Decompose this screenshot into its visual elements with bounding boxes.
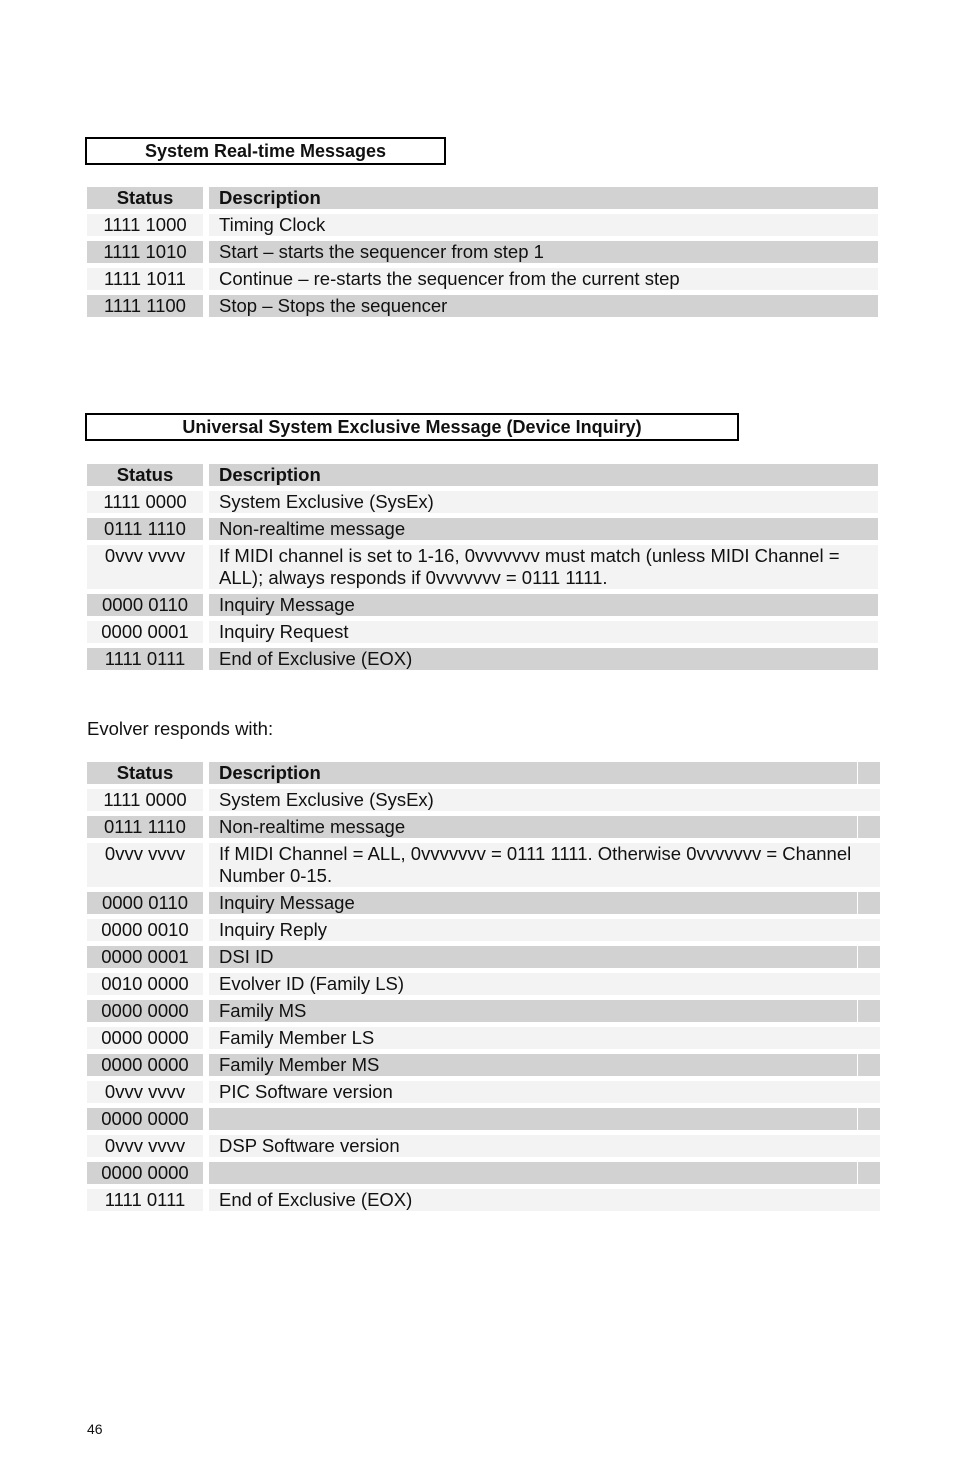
description-cell: Stop – Stops the sequencer <box>209 295 878 317</box>
table-header-row <box>87 464 878 486</box>
status-cell: 1111 0000 <box>87 491 203 513</box>
description-cell: System Exclusive (SysEx) <box>209 789 880 811</box>
status-cell: 1111 0000 <box>87 789 203 811</box>
status-cell: 1111 0111 <box>87 648 203 670</box>
table-row <box>87 789 880 811</box>
description-cell: PIC Software version <box>209 1081 880 1103</box>
description-cell: End of Exclusive (EOX) <box>209 1189 880 1211</box>
status-cell: 0000 0000 <box>87 1054 203 1076</box>
description-cell <box>209 1162 880 1184</box>
description-cell: Non-realtime message <box>209 816 880 838</box>
status-cell: 0000 0000 <box>87 1162 203 1184</box>
status-cell: 0010 0000 <box>87 973 203 995</box>
table-row <box>87 1108 880 1130</box>
table-row <box>87 1000 880 1022</box>
table-row <box>87 295 878 317</box>
description-cell: Evolver ID (Family LS) <box>209 973 880 995</box>
table-header-row <box>87 187 878 209</box>
table-header-row <box>87 762 880 784</box>
description-cell: If MIDI Channel = ALL, 0vvvvvvv = 0111 1111. Otherwise 0vvvvvvv = Channel Number 0-15. <box>209 843 880 887</box>
table-row <box>87 892 880 914</box>
table-row <box>87 973 880 995</box>
table-row <box>87 241 878 263</box>
status-cell: 0000 0010 <box>87 919 203 941</box>
description-cell: DSP Software version <box>209 1135 880 1157</box>
inquiry-response-table <box>87 762 880 1216</box>
table-row <box>87 843 880 887</box>
description-cell: Timing Clock <box>209 214 878 236</box>
status-cell: 0111 1110 <box>87 518 203 540</box>
status-cell: 0000 0000 <box>87 1027 203 1049</box>
status-cell: 0000 0001 <box>87 621 203 643</box>
description-cell: DSI ID <box>209 946 880 968</box>
column-header-description: Description <box>209 464 878 486</box>
status-cell: 0vvv vvvv <box>87 1135 203 1157</box>
description-cell: Family MS <box>209 1000 880 1022</box>
status-cell: 0000 0000 <box>87 1108 203 1130</box>
table-row <box>87 214 878 236</box>
description-cell: Continue – re-starts the sequencer from the current step <box>209 268 878 290</box>
description-cell: Non-realtime message <box>209 518 878 540</box>
description-cell: Family Member LS <box>209 1027 880 1049</box>
status-cell: 0111 1110 <box>87 816 203 838</box>
column-header-status: Status <box>87 464 203 486</box>
status-cell: 1111 1000 <box>87 214 203 236</box>
description-cell: Inquiry Message <box>209 594 878 616</box>
table-row <box>87 491 878 513</box>
device-inquiry-table <box>87 464 878 675</box>
column-header-description: Description <box>209 762 880 784</box>
realtime-messages-table <box>87 187 878 322</box>
status-cell: 1111 0111 <box>87 1189 203 1211</box>
status-cell: 1111 1011 <box>87 268 203 290</box>
status-cell: 0vvv vvvv <box>87 1081 203 1103</box>
table-row <box>87 919 880 941</box>
description-cell: If MIDI channel is set to 1-16, 0vvvvvvv must match (unless MIDI Channel = ALL); always responds if 0vvvvvvv = 0111 1111. <box>209 545 878 589</box>
description-cell: Inquiry Request <box>209 621 878 643</box>
status-cell: 0vvv vvvv <box>87 545 203 589</box>
description-cell: End of Exclusive (EOX) <box>209 648 878 670</box>
table-row <box>87 648 878 670</box>
status-cell: 0000 0110 <box>87 892 203 914</box>
responds-with-text: Evolver responds with: <box>87 718 274 739</box>
status-cell: 1111 1100 <box>87 295 203 317</box>
table-row <box>87 545 878 589</box>
table-row <box>87 1054 880 1076</box>
table-row <box>87 268 878 290</box>
status-cell: 1111 1010 <box>87 241 203 263</box>
table-row <box>87 1135 880 1157</box>
description-cell: Inquiry Reply <box>209 919 880 941</box>
table-row <box>87 1027 880 1049</box>
column-header-description: Description <box>209 187 878 209</box>
table-row <box>87 1162 880 1184</box>
table-row <box>87 621 878 643</box>
status-cell: 0000 0001 <box>87 946 203 968</box>
description-cell: Inquiry Message <box>209 892 880 914</box>
table-row <box>87 1189 880 1211</box>
status-cell: 0000 0000 <box>87 1000 203 1022</box>
section-title-realtime: System Real-time Messages <box>85 137 446 165</box>
description-cell: System Exclusive (SysEx) <box>209 491 878 513</box>
status-cell: 0vvv vvvv <box>87 843 203 887</box>
table-row <box>87 946 880 968</box>
table-row <box>87 594 878 616</box>
section-title-device-inquiry: Universal System Exclusive Message (Device Inquiry) <box>85 413 739 441</box>
table-row <box>87 518 878 540</box>
table-row <box>87 1081 880 1103</box>
table-row <box>87 816 880 838</box>
page-number: 46 <box>87 1421 103 1437</box>
column-header-status: Status <box>87 187 203 209</box>
status-cell: 0000 0110 <box>87 594 203 616</box>
description-cell: Family Member MS <box>209 1054 880 1076</box>
description-cell: Start – starts the sequencer from step 1 <box>209 241 878 263</box>
description-cell <box>209 1108 880 1130</box>
column-header-status: Status <box>87 762 203 784</box>
